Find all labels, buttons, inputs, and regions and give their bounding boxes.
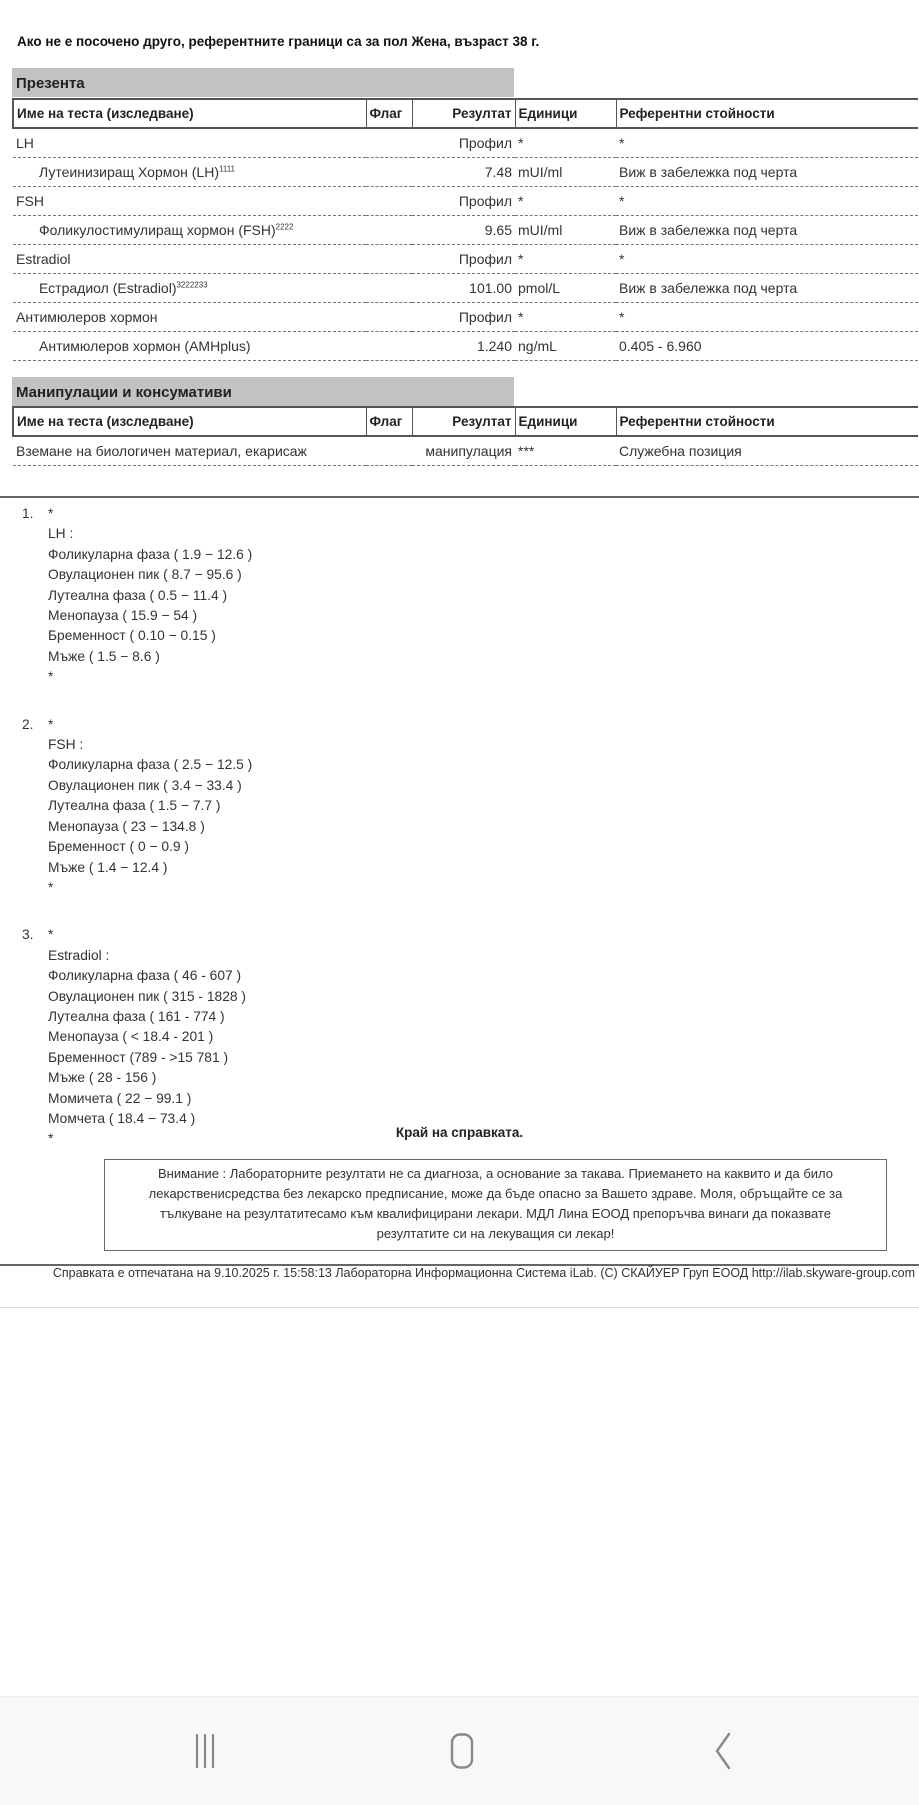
cell-flag <box>366 245 412 274</box>
result-text: Профил <box>458 309 512 325</box>
cell-name <box>13 245 366 274</box>
cell-result <box>412 245 515 274</box>
result-text: 1.240 <box>476 338 512 354</box>
cell-units <box>515 187 616 216</box>
footnote <box>22 715 252 899</box>
recent-apps-button[interactable] <box>185 1733 225 1769</box>
footnote-line: LH : <box>48 526 74 542</box>
col-flag: Флаг <box>366 99 412 128</box>
footnote-line: * <box>48 879 54 895</box>
col-flag: Флаг <box>366 407 412 436</box>
cell-flag <box>366 332 412 361</box>
footnote-line: Лутеална фаза ( 161 - 774 ) <box>48 1008 225 1024</box>
cell-units <box>515 332 616 361</box>
footnote-line: * <box>48 1131 54 1147</box>
back-button[interactable] <box>703 1733 743 1769</box>
footnote-line: Estradiol : <box>48 947 110 963</box>
footnote-line: Овулационен пик ( 315 - 1828 ) <box>48 988 246 1004</box>
name-text: Антимюлеров хормон <box>16 309 158 325</box>
table-row <box>13 332 918 361</box>
name-text: LH <box>16 135 34 151</box>
footnote-line: * <box>48 669 54 685</box>
name-text: Фоликулостимулиращ хормон (FSH) <box>39 222 276 238</box>
table-header <box>13 407 918 436</box>
cell-ref <box>616 274 918 303</box>
footnote-ref: 2222 <box>275 222 294 232</box>
cell-units <box>515 128 616 158</box>
manipulations-table <box>12 406 918 466</box>
section-title: Манипулации и консумативи <box>12 377 514 406</box>
footnote-line: Лутеална фаза ( 1.5 − 7.7 ) <box>48 798 221 814</box>
units-text: pmol/L <box>518 280 561 296</box>
home-icon <box>449 1733 475 1769</box>
cell-ref <box>616 187 918 216</box>
reference-note: Ако не е посочено друго, референтните граници са за пол Жена, възраст 38 г. <box>17 34 540 49</box>
col-units: Единици <box>515 407 616 436</box>
footnote-line: Фоликуларна фаза ( 1.9 − 12.6 ) <box>48 546 253 562</box>
footnotes <box>22 504 252 1177</box>
result-text: 7.48 <box>484 164 512 180</box>
print-footer: Справката е отпечатана на 9.10.2025 г. 15:58:13 Лабораторна Информационна Система iLab. (C) СКАЙУЕР Груп ЕООД http://ilab.skyware-group.com <box>52 1266 915 1280</box>
cell-name <box>13 158 366 187</box>
cell-result <box>412 216 515 245</box>
footnote-line: Бременност ( 0.10 − 0.15 ) <box>48 628 216 644</box>
footnote-line: * <box>48 506 54 521</box>
name-text: Лутеинизиращ Хормон (LH) <box>39 164 219 180</box>
back-icon <box>713 1732 733 1770</box>
cell-result <box>412 158 515 187</box>
units-text: mUI/ml <box>518 222 563 238</box>
cell-units <box>515 274 616 303</box>
divider <box>0 496 919 498</box>
ref-text: * <box>619 251 625 267</box>
cell-flag <box>366 216 412 245</box>
footnote-ref: 1111 <box>218 164 235 174</box>
cell-ref <box>616 303 918 332</box>
cell-ref <box>616 436 918 466</box>
table-row <box>13 274 918 303</box>
footnote-line: Мъже ( 1.5 − 8.6 ) <box>48 648 160 664</box>
cell-name <box>13 216 366 245</box>
units-text: * <box>518 309 524 325</box>
footnote-line: Момчета ( 18.4 − 73.4 ) <box>48 1110 196 1126</box>
footnote-line: Лутеална фаза ( 0.5 − 11.4 ) <box>48 587 228 603</box>
units-text: *** <box>518 443 535 459</box>
ref-text: * <box>619 135 625 151</box>
units-text: * <box>518 251 524 267</box>
footnote-ref: 3222233 <box>176 280 208 290</box>
footnote-line: Момичета ( 22 − 99.1 ) <box>48 1090 192 1106</box>
cell-units <box>515 158 616 187</box>
col-units: Единици <box>515 99 616 128</box>
units-text: ng/mL <box>518 338 557 354</box>
end-of-report: Край на справката. <box>395 1125 524 1140</box>
ref-text: Виж в забележка под черта <box>619 280 798 296</box>
ref-text: * <box>619 193 625 209</box>
cell-flag <box>366 436 412 466</box>
units-text: * <box>518 193 524 209</box>
cell-ref <box>616 216 918 245</box>
footnote-number: 3. <box>22 927 34 943</box>
cell-ref <box>616 158 918 187</box>
footnote-line: Менопауза ( 23 − 134.8 ) <box>48 818 205 834</box>
footnote-number: 2. <box>22 716 34 732</box>
result-text: 101.00 <box>469 280 512 296</box>
footnote-line: Мъже ( 28 - 156 ) <box>48 1070 157 1086</box>
cell-units <box>515 245 616 274</box>
footnote <box>22 925 252 1149</box>
cell-name <box>13 303 366 332</box>
cell-name <box>13 436 366 466</box>
results-table <box>12 98 918 361</box>
result-text: Профил <box>458 193 512 209</box>
name-text: Estradiol <box>16 251 71 267</box>
divider <box>0 1307 919 1308</box>
col-result: Резултат <box>412 407 515 436</box>
cell-units <box>515 436 616 466</box>
name-text: Естрадиол (Estradiol) <box>39 280 177 296</box>
ref-text: Виж в забележка под черта <box>619 222 798 238</box>
col-ref: Референтни стойности <box>616 99 918 128</box>
result-text: манипулация <box>425 443 512 459</box>
table-header <box>13 99 918 128</box>
ref-text: 0.405 - 6.960 <box>619 338 702 354</box>
cell-flag <box>366 274 412 303</box>
footnote-line: Бременност (789 - >15 781 ) <box>48 1049 229 1065</box>
col-result: Резултат <box>412 99 515 128</box>
cell-units <box>515 303 616 332</box>
footnote-line: Менопауза ( < 18.4 - 201 ) <box>48 1029 214 1045</box>
cell-result <box>412 128 515 158</box>
table-row <box>13 436 918 466</box>
cell-units <box>515 216 616 245</box>
cell-result <box>412 332 515 361</box>
units-text: mUI/ml <box>518 164 563 180</box>
table-row <box>13 187 918 216</box>
cell-result <box>412 436 515 466</box>
home-button[interactable] <box>442 1733 482 1769</box>
col-ref: Референтни стойности <box>616 407 918 436</box>
footnote-line: Менопауза ( 15.9 − 54 ) <box>48 608 198 624</box>
ref-text: Виж в забележка под черта <box>619 164 798 180</box>
name-text: FSH <box>16 193 44 209</box>
footnote-line: Овулационен пик ( 3.4 − 33.4 ) <box>48 777 242 793</box>
cell-flag <box>366 158 412 187</box>
cell-flag <box>366 303 412 332</box>
android-nav-bar <box>0 1696 919 1805</box>
footnote-line: Фоликуларна фаза ( 2.5 − 12.5 ) <box>48 757 253 773</box>
cell-name <box>13 274 366 303</box>
table-row <box>13 128 918 158</box>
footnote-line: Бременност ( 0 − 0.9 ) <box>48 839 189 855</box>
footnote-line: FSH : <box>48 737 84 753</box>
footnote-line: Мъже ( 1.4 − 12.4 ) <box>48 859 168 875</box>
units-text: * <box>518 135 524 151</box>
cell-ref <box>616 128 918 158</box>
name-text: Антимюлеров хормон (AMHplus) <box>39 338 251 354</box>
result-text: Профил <box>458 251 512 267</box>
cell-flag <box>366 187 412 216</box>
footnote-number: 1. <box>22 506 34 521</box>
cell-ref <box>616 245 918 274</box>
table-row <box>13 303 918 332</box>
table-row <box>13 245 918 274</box>
ref-text: Служебна позиция <box>619 443 742 459</box>
cell-flag <box>366 128 412 158</box>
cell-name <box>13 128 366 158</box>
cell-result <box>412 303 515 332</box>
section-title: Презента <box>12 68 514 97</box>
recent-apps-icon <box>193 1733 217 1769</box>
footnote-line: * <box>48 927 54 943</box>
footnote-line: Овулационен пик ( 8.7 − 95.6 ) <box>48 567 242 583</box>
result-text: 9.65 <box>484 222 512 238</box>
result-text: Профил <box>458 135 512 151</box>
warning-box: Внимание : Лабораторните резултати не са диагноза, а основание за такава. Приемането на каквито и да било лекарственисредства без лекарско предписание, може да бъде опасно за Вашето здраве. Моля, обръщайте се за тълкуване на резултатитесамо към квалифицирани лекари. МДЛ Лина ЕООД препоръчва винаги да показвате резултатите си на лекуващия си лекар! <box>104 1159 887 1251</box>
footnote-line: Фоликуларна фаза ( 46 - 607 ) <box>48 968 242 984</box>
cell-name <box>13 187 366 216</box>
footnote-line: * <box>48 716 54 732</box>
name-text: Вземане на биологичен материал, екарисаж <box>16 443 307 459</box>
cell-ref <box>616 332 918 361</box>
cell-name <box>13 332 366 361</box>
col-name: Име на теста (изследване) <box>13 407 366 436</box>
table-row <box>13 216 918 245</box>
ref-text: * <box>619 309 625 325</box>
table-row <box>13 158 918 187</box>
col-name: Име на теста (изследване) <box>13 99 366 128</box>
footnote <box>22 504 252 688</box>
cell-result <box>412 274 515 303</box>
cell-result <box>412 187 515 216</box>
